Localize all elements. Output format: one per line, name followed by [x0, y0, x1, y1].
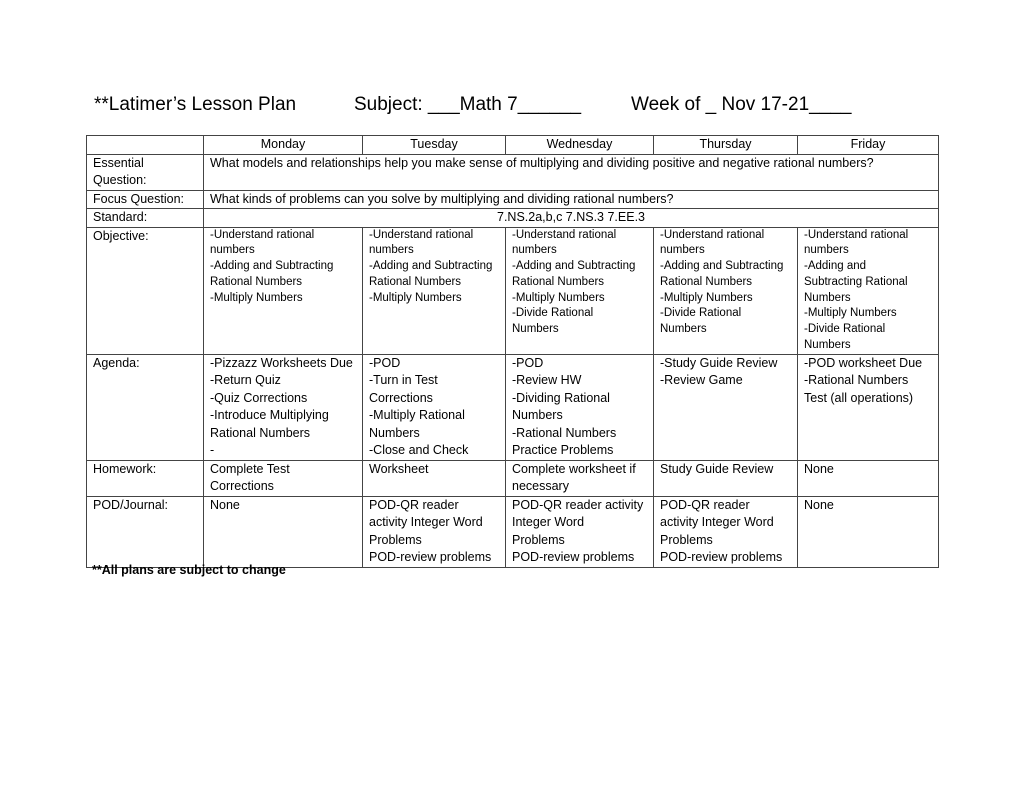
homework-cell: Study Guide Review: [654, 460, 798, 496]
subject-label: Subject: ___Math 7______: [354, 94, 582, 115]
row-label: Essential Question:: [87, 154, 204, 190]
page-header: [90, 94, 940, 118]
row-label: Agenda:: [87, 354, 204, 460]
pod-cell: POD-QR reader activity Integer Word Problems POD-review problems: [654, 496, 798, 567]
row-label: Objective:: [87, 227, 204, 354]
lesson-plan-table: [86, 135, 939, 568]
agenda-row: [87, 354, 939, 460]
objective-cell: -Understand rational numbers -Adding and Subtracting Rational Numbers -Multiply Numbers: [204, 227, 363, 354]
footnote: **All plans are subject to change: [92, 563, 286, 577]
agenda-cell: -POD -Turn in Test Corrections -Multiply Rational Numbers -Close and Check: [363, 354, 506, 460]
objective-cell: -Understand rational numbers -Adding and Subtracting Rational Numbers -Multiply Numbers -Divide Rational Numbers: [654, 227, 798, 354]
objective-row: [87, 227, 939, 354]
lesson-plan-title: **Latimer’s Lesson Plan: [94, 94, 297, 115]
homework-cell: None: [798, 460, 939, 496]
homework-row: [87, 460, 939, 496]
homework-cell: Complete Test Corrections: [204, 460, 363, 496]
day-header: Tuesday: [363, 136, 506, 155]
homework-cell: Complete worksheet if necessary: [506, 460, 654, 496]
row-label: Standard:: [87, 209, 204, 228]
focus-question-text: What kinds of problems can you solve by multiplying and dividing rational numbers?: [204, 190, 939, 209]
agenda-cell: -Pizzazz Worksheets Due -Return Quiz -Quiz Corrections -Introduce Multiplying Rational Numbers -: [204, 354, 363, 460]
week-label: Week of _ Nov 17-21____: [631, 94, 852, 115]
objective-cell: -Understand rational numbers -Adding and Subtracting Rational Numbers -Multiply Numbers -Divide Rational Numbers: [506, 227, 654, 354]
pod-cell: POD-QR reader activity Integer Word Problems POD-review problems: [506, 496, 654, 567]
day-header: Wednesday: [506, 136, 654, 155]
row-label: Homework:: [87, 460, 204, 496]
homework-cell: Worksheet: [363, 460, 506, 496]
pod-cell: None: [204, 496, 363, 567]
agenda-cell: -POD worksheet Due -Rational Numbers Test (all operations): [798, 354, 939, 460]
corner-cell: [87, 136, 204, 155]
agenda-cell: -POD -Review HW -Dividing Rational Numbers -Rational Numbers Practice Problems: [506, 354, 654, 460]
day-header-row: [87, 136, 939, 155]
row-label: Focus Question:: [87, 190, 204, 209]
standard-row: [87, 209, 939, 228]
objective-cell: -Understand rational numbers -Adding and Subtracting Rational Numbers -Multiply Numbers: [363, 227, 506, 354]
day-header: Friday: [798, 136, 939, 155]
essential-question-text: What models and relationships help you make sense of multiplying and dividing positive and negative rational numbers?: [204, 154, 939, 190]
focus-question-row: [87, 190, 939, 209]
pod-cell: POD-QR reader activity Integer Word Problems POD-review problems: [363, 496, 506, 567]
pod-cell: None: [798, 496, 939, 567]
row-label: POD/Journal:: [87, 496, 204, 567]
standard-text: 7.NS.2a,b,c 7.NS.3 7.EE.3: [204, 209, 939, 228]
day-header: Monday: [204, 136, 363, 155]
pod-journal-row: [87, 496, 939, 567]
essential-question-row: [87, 154, 939, 190]
objective-cell: -Understand rational numbers -Adding and Subtracting Rational Numbers -Multiply Numbers -Divide Rational Numbers: [798, 227, 939, 354]
day-header: Thursday: [654, 136, 798, 155]
agenda-cell: -Study Guide Review -Review Game: [654, 354, 798, 460]
